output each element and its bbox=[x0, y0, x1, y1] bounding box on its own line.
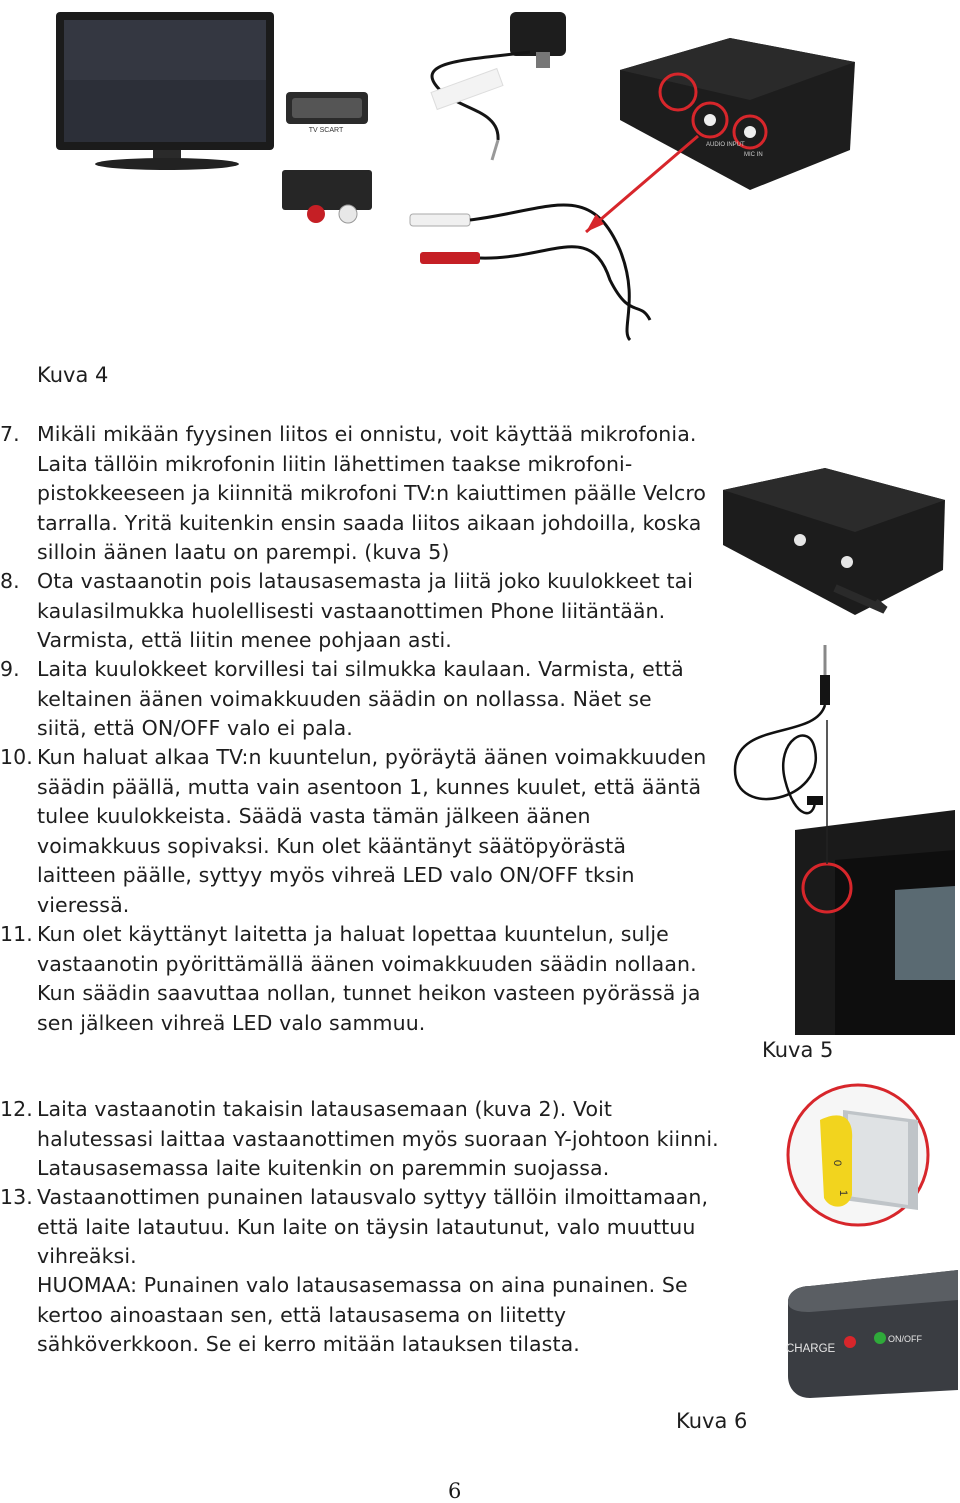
figure-5-illustration bbox=[715, 420, 955, 1035]
item-text: Kun haluat alkaa TV:n kuuntelun, pyöräytä äänen voimakkuuden säädin päällä, mutta vain asentoon 1, kunnes kuulet, että ääntä tulee kuulokkeista. Säädä vasta tämän jälkeen äänen voimakkuus sopivaksi. Kun olet kääntänyt säätöpyörästä laitteen päälle, syttyy myös vihreä LED valo ON/OFF tksin vieressä. bbox=[37, 745, 707, 917]
figure-4-caption: Kuva 4 bbox=[37, 363, 109, 387]
svg-text:1: 1 bbox=[837, 1190, 849, 1197]
item-number: 10. bbox=[0, 745, 33, 769]
microphone-cable-image bbox=[735, 645, 830, 813]
charge-panel-image bbox=[786, 1257, 958, 1410]
item-9 bbox=[0, 655, 740, 744]
scart-adapter-image bbox=[282, 170, 372, 223]
svg-text:MIC IN: MIC IN bbox=[744, 152, 763, 158]
svg-text:0: 0 bbox=[831, 1160, 843, 1167]
svg-text:CHARGE: CHARGE bbox=[786, 1343, 836, 1355]
note-text: HUOMAA: Punainen valo latausasemassa on aina punainen. Se kertoo ainoastaan sen, että latausasema on liitetty sähköverkkoon. Se ei kerro mitään latauksen tilasta. bbox=[37, 1273, 688, 1356]
figure-5-caption: Kuva 5 bbox=[762, 1038, 834, 1062]
item-text: Laita kuulokkeet korvillesi tai silmukka kaulaan. Varmista, että keltainen äänen voimakkuuden säädin on nollassa. Näet se siitä, että ON/OFF valo ei pala. bbox=[37, 657, 684, 740]
figure-6-caption: Kuva 6 bbox=[676, 1409, 748, 1433]
item-7 bbox=[0, 420, 740, 568]
svg-text:AUDIO INPUT: AUDIO INPUT bbox=[706, 142, 745, 148]
receiver-image bbox=[723, 468, 945, 615]
item-text: Mikäli mikään fyysinen liitos ei onnistu, voit käyttää mikrofonia. Laita tällöin mikrofonin liitin lähettimen taakse mikrofoni-pistokkeeseen ja kiinnitä mikrofoni TV:n kaiuttimen päälle Velcro tarralla. Yritä kuitenkin ensin saada liitos aikaan johdoilla, koska silloin äänen laatu on parempi. (kuva 5) bbox=[37, 422, 707, 564]
tv-image bbox=[56, 12, 274, 170]
item-text: Kun olet käyttänyt laitetta ja haluat lopettaa kuuntelun, sulje vastaanotin pyörittämällä äänen voimakkuuden säädin nollaan. Kun säädin saavuttaa nollan, tunnet heikon vasteen pyörässä ja sen jälkeen vihreä LED valo sammuu. bbox=[37, 922, 701, 1035]
volume-knob-image bbox=[788, 1085, 928, 1225]
item-8 bbox=[0, 567, 740, 656]
tv-corner-image bbox=[795, 720, 955, 1035]
item-number: 11. bbox=[0, 922, 33, 946]
svg-text:ON/OFF: ON/OFF bbox=[888, 1334, 922, 1344]
page-number: 6 bbox=[448, 1479, 462, 1503]
scart-socket-image bbox=[286, 92, 368, 134]
item-10 bbox=[0, 743, 740, 920]
receiver-box-image bbox=[586, 38, 855, 232]
item-text: Vastaanottimen punainen latausvalo syttyy tällöin ilmoittamaan, että laite latautuu. Kun laite on täysin latautunut, valo muuttuu vihreäksi. bbox=[37, 1185, 709, 1268]
item-number: 8. bbox=[0, 569, 20, 593]
item-number: 12. bbox=[0, 1097, 33, 1121]
svg-text:TV SCART: TV SCART bbox=[308, 127, 344, 134]
item-number: 9. bbox=[0, 657, 20, 681]
item-13 bbox=[0, 1183, 740, 1272]
figure-6-illustration bbox=[748, 1080, 958, 1410]
figure-4-illustration bbox=[30, 0, 870, 350]
item-number: 7. bbox=[0, 422, 20, 446]
item-12 bbox=[0, 1095, 740, 1184]
item-text: Laita vastaanotin takaisin latausasemaan (kuva 2). Voit halutessasi laittaa vastaanottimen myös suoraan Y-johtoon kiinni. Latausasemassa laite kuitenkin on paremmin suojassa. bbox=[37, 1097, 719, 1180]
item-text: Ota vastaanotin pois latausasemasta ja liitä joko kuulokkeet tai kaulasilmukka huolellisesti vastaanottimen Phone liitäntään. Varmista, että liitin menee pohjaan asti. bbox=[37, 569, 694, 652]
item-number: 13. bbox=[0, 1185, 33, 1209]
power-adapter-image bbox=[431, 12, 566, 160]
rca-cable-image bbox=[410, 205, 650, 340]
item-11 bbox=[0, 920, 740, 1038]
